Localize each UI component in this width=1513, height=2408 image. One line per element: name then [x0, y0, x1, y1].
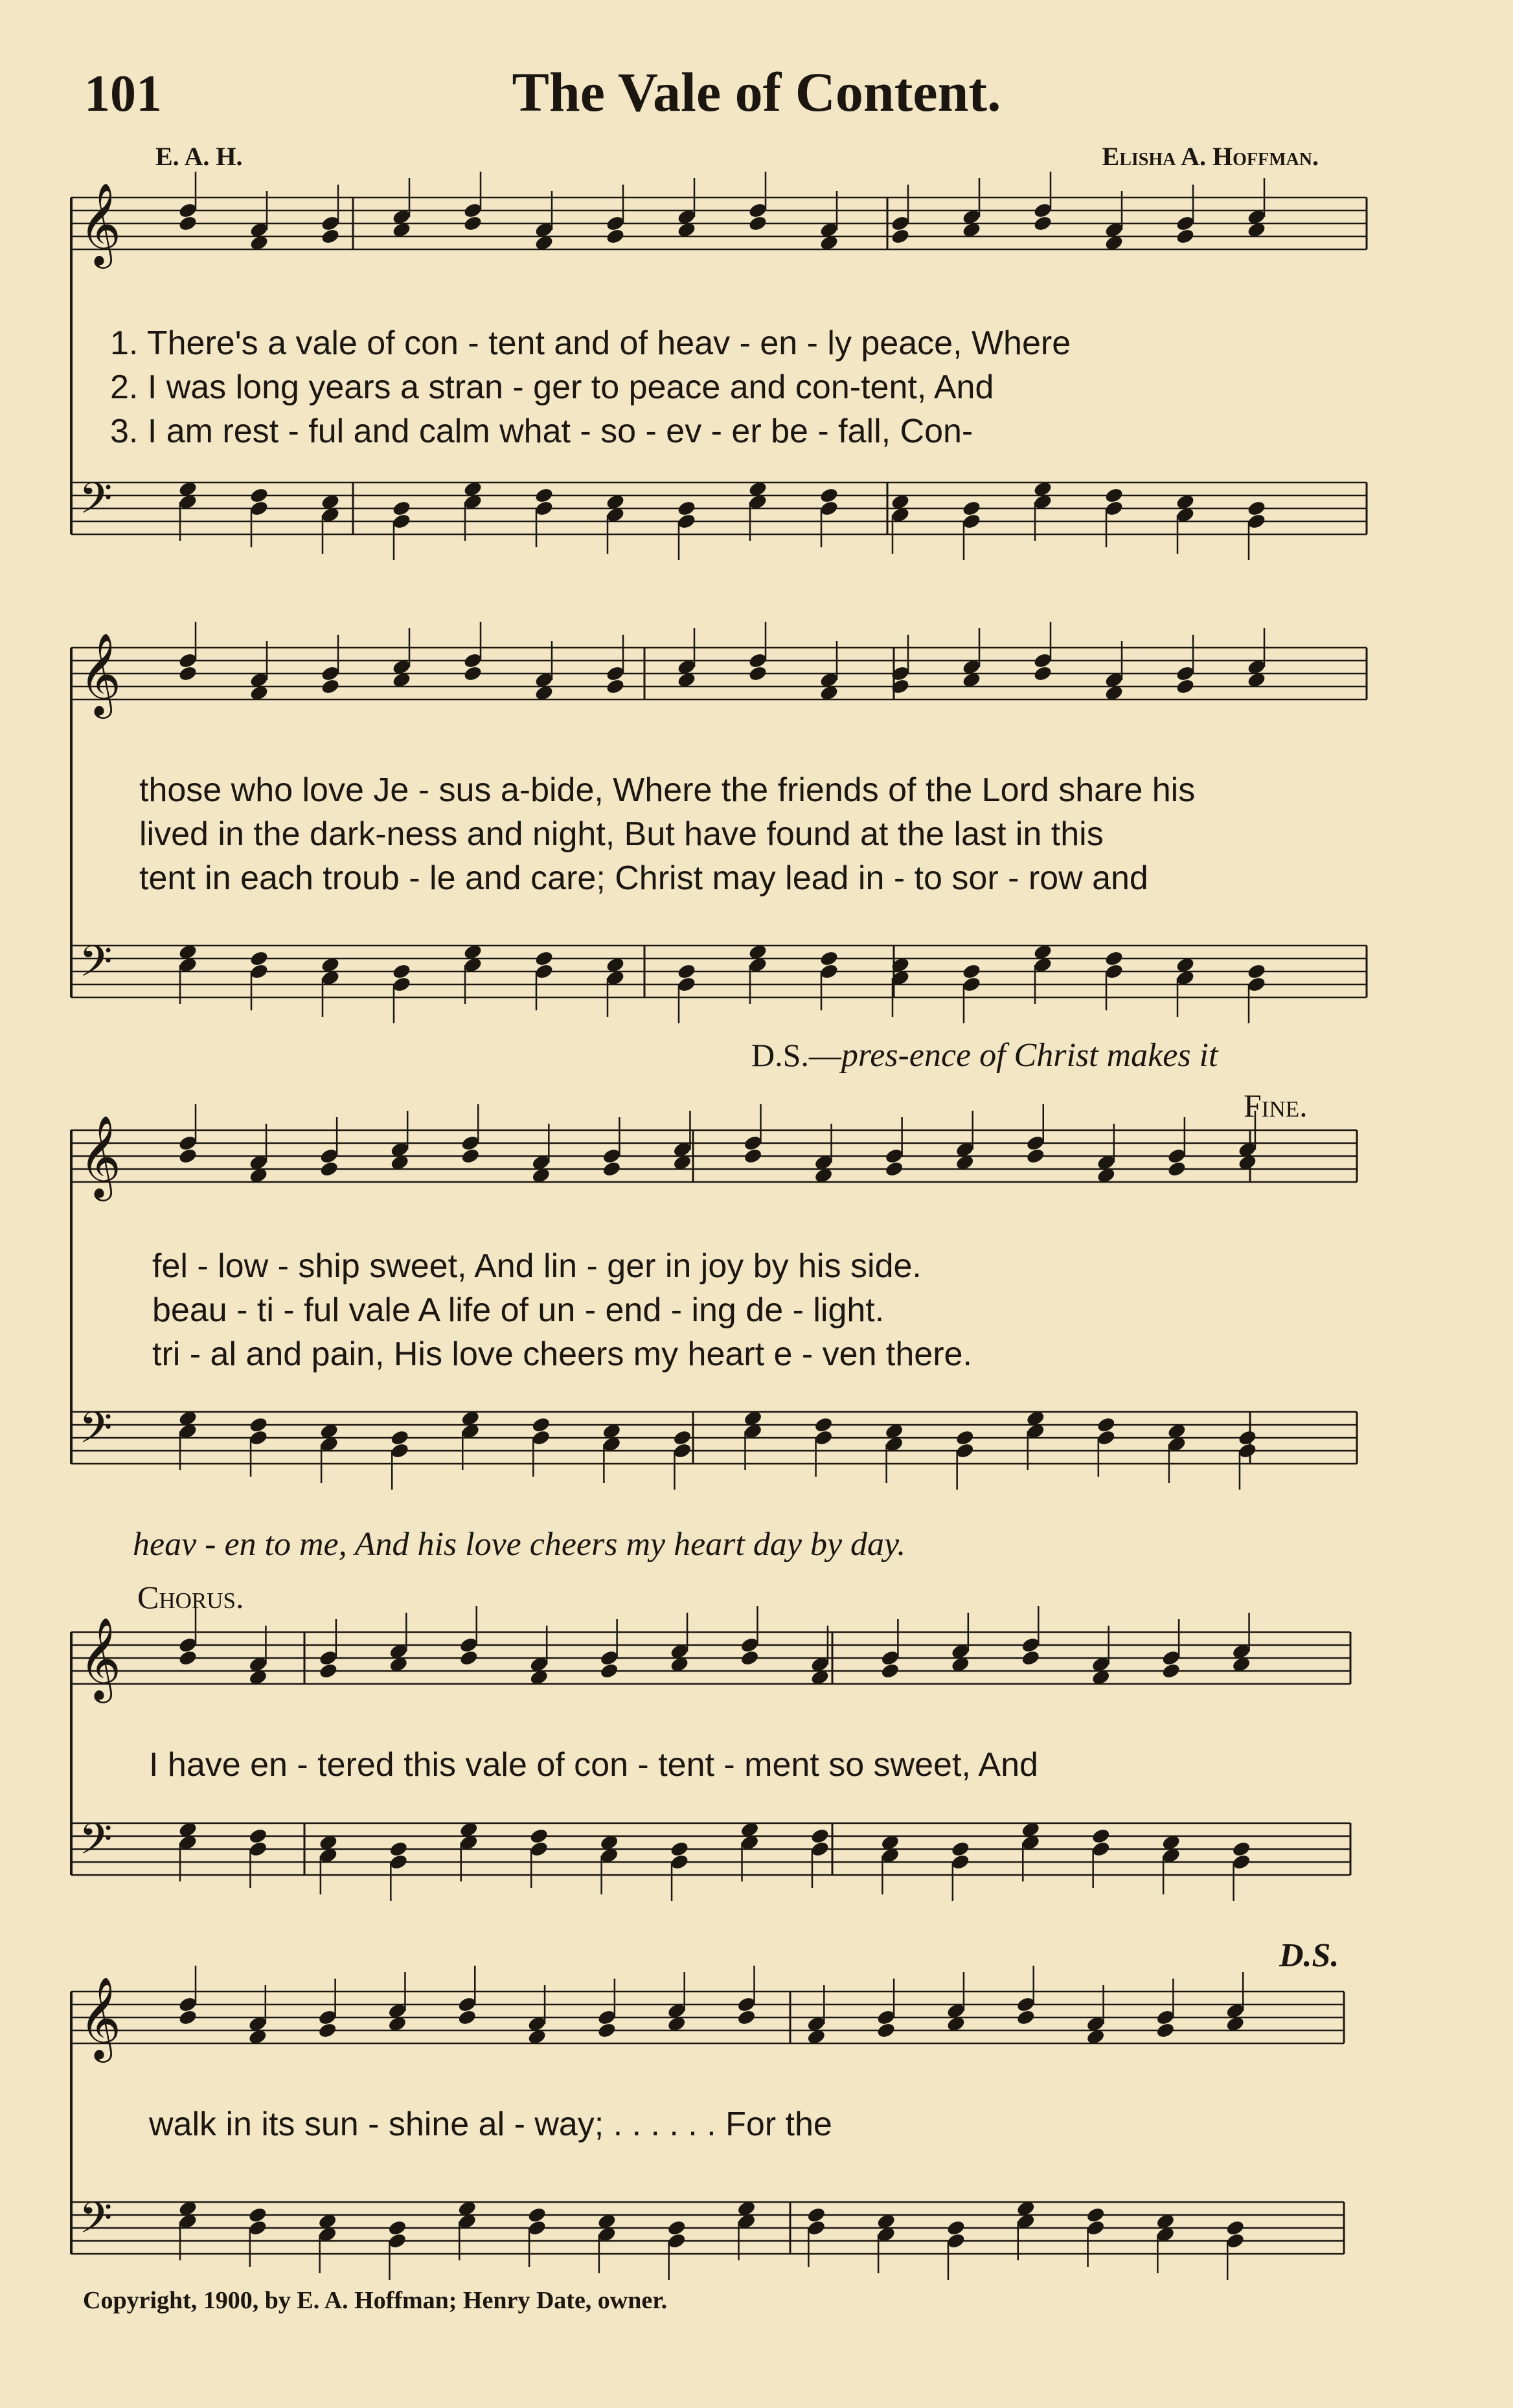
bass-note-head	[391, 499, 411, 517]
treble-note-head	[605, 677, 625, 695]
bass-note-head	[819, 949, 839, 967]
bass-clef-icon: 𝄢	[79, 2193, 113, 2253]
treble-note-head	[1021, 1649, 1041, 1666]
treble-note-head	[747, 214, 768, 232]
bass-note-head	[1104, 949, 1124, 967]
treble-note-head	[736, 2008, 756, 2026]
bass-note-head	[391, 962, 411, 980]
bass-note-head	[249, 949, 269, 967]
treble-note-head	[177, 2008, 198, 2026]
bass-clef-icon: 𝄢	[79, 1814, 113, 1874]
bass-note-head	[676, 962, 696, 980]
treble-note-head	[459, 1649, 479, 1666]
system1-verse3: 3. I am rest - ful and calm what - so - ev - er be - fall, Con-	[110, 413, 973, 450]
ds-text-1: pres-ence of Christ makes it	[841, 1037, 1218, 1074]
ds-label: D.S.—	[751, 1037, 841, 1073]
bass-note-head	[534, 486, 554, 504]
bass-clef-icon: 𝄢	[79, 1403, 113, 1463]
bass-note-head	[810, 1827, 830, 1845]
treble-note-head	[317, 2021, 337, 2039]
treble-clef-icon: 𝄞	[79, 1115, 122, 1198]
system1-verse1: 1. There's a vale of con - tent and of heav - en - ly peace, Where	[110, 324, 1071, 362]
bass-note-head	[961, 962, 981, 980]
bass-note-head	[813, 1416, 834, 1433]
treble-note-head	[890, 227, 910, 245]
treble-note-head	[177, 214, 198, 232]
treble-note-head	[462, 214, 483, 232]
treble-note-head	[740, 1649, 760, 1666]
system3-verse2: beau - ti - ful vale A life of un - end - ing de - light.	[152, 1291, 885, 1329]
treble-note-head	[177, 1147, 198, 1164]
treble-note-head	[1025, 1147, 1045, 1164]
treble-note-head	[605, 227, 625, 245]
chorus-label: Chorus.	[137, 1579, 244, 1615]
bass-note-head	[248, 1416, 268, 1433]
treble-clef-icon: 𝄞	[79, 632, 122, 715]
treble-note-head	[1166, 1160, 1187, 1177]
treble-clef-icon: 𝄞	[79, 1617, 122, 1699]
hymn-number: 101	[84, 65, 162, 122]
bass-note-head	[248, 1827, 268, 1845]
bass-clef-icon: 𝄢	[79, 937, 113, 997]
treble-note-head	[1032, 214, 1052, 232]
system3-verse3: tri - al and pain, His love cheers my heart e - ven there.	[152, 1335, 972, 1373]
treble-note-head	[602, 1160, 622, 1177]
treble-note-head	[599, 1662, 619, 1679]
system2-verse3: tent in each troub - le and care; Christ may lead in - to sor - row and	[139, 859, 1148, 897]
music-credit: Elisha A. Hoffman.	[1102, 142, 1319, 171]
copyright-notice: Copyright, 1900, by E. A. Hoffman; Henry Date, owner.	[83, 2287, 668, 2314]
treble-note-head	[320, 677, 340, 695]
treble-note-head	[462, 664, 483, 682]
bass-note-head	[389, 1840, 409, 1857]
bass-note-head	[1237, 1429, 1257, 1446]
system1-verse2: 2. I was long years a stran - ger to peace and con-tent, And	[110, 369, 994, 406]
hymn-title: The Vale of Content.	[512, 61, 1001, 123]
treble-clef-icon: 𝄞	[79, 1976, 122, 2059]
bass-note-head	[534, 949, 554, 967]
treble-note-head	[880, 1662, 900, 1679]
treble-note-head	[1175, 227, 1195, 245]
treble-note-head	[461, 1147, 481, 1164]
bass-note-head	[1231, 1840, 1251, 1857]
bass-note-head	[529, 1827, 549, 1845]
bass-note-head	[666, 2219, 687, 2236]
ds-text-2: heav - en to me, And his love cheers my heart day by day.	[133, 1526, 906, 1563]
treble-note-head	[876, 2021, 896, 2039]
bass-clef-icon: 𝄢	[79, 473, 113, 534]
bass-note-head	[1096, 1416, 1116, 1433]
treble-note-head	[177, 1649, 198, 1666]
bass-note-head	[249, 486, 269, 504]
treble-note-head	[597, 2021, 617, 2039]
bass-note-head	[961, 499, 981, 517]
bass-note-head	[1086, 2206, 1106, 2223]
system2-verse2: lived in the dark-ness and night, But have found at the last in this	[139, 815, 1104, 853]
bass-note-head	[387, 2219, 407, 2236]
treble-note-head	[884, 1160, 904, 1177]
bass-note-head	[527, 2206, 547, 2223]
system2-verse1: those who love Je - sus a-bide, Where the friends of the Lord share his	[139, 771, 1196, 809]
bass-note-head	[669, 1840, 689, 1857]
treble-note-head	[457, 2008, 477, 2026]
treble-note-head	[318, 1662, 338, 1679]
fine-mark: Fine.	[1244, 1087, 1308, 1124]
bass-note-head	[950, 1840, 970, 1857]
treble-note-head	[319, 1160, 339, 1177]
ds-mark: D.S.	[1279, 1937, 1339, 1974]
bass-note-head	[1104, 486, 1124, 504]
treble-note-head	[1161, 1662, 1181, 1679]
chorus-lyrics-1: I have en - tered this vale of con - tent - ment so sweet, And	[149, 1746, 1038, 1784]
bass-note-head	[531, 1416, 551, 1433]
treble-note-head	[743, 1147, 763, 1164]
bass-note-head	[390, 1429, 410, 1446]
bass-note-head	[806, 2206, 826, 2223]
treble-note-head	[747, 664, 768, 682]
system3-verse1: fel - low - ship sweet, And lin - ger in joy by his side.	[152, 1247, 922, 1285]
bass-note-head	[672, 1429, 692, 1446]
words-credit: E. A. H.	[155, 142, 243, 171]
bass-note-head	[1225, 2219, 1246, 2236]
chorus-lyrics-2: walk in its sun - shine al - way; . . . . . . For the	[149, 2106, 832, 2143]
ds-line-1	[751, 1036, 1218, 1074]
bass-note-head	[819, 486, 839, 504]
bass-note-head	[676, 499, 696, 517]
treble-note-head	[1016, 2008, 1036, 2026]
treble-note-head	[1175, 677, 1195, 695]
bass-note-head	[946, 2219, 966, 2236]
treble-clef-icon: 𝄞	[79, 182, 122, 265]
treble-note-head	[320, 227, 340, 245]
bass-note-head	[1246, 499, 1266, 517]
bass-note-head	[955, 1429, 975, 1446]
bass-note-head	[1246, 962, 1266, 980]
treble-note-head	[177, 664, 198, 682]
treble-note-head	[1032, 664, 1052, 682]
bass-note-head	[247, 2206, 267, 2223]
bass-note-head	[1091, 1827, 1111, 1845]
treble-note-head	[1155, 2021, 1176, 2039]
